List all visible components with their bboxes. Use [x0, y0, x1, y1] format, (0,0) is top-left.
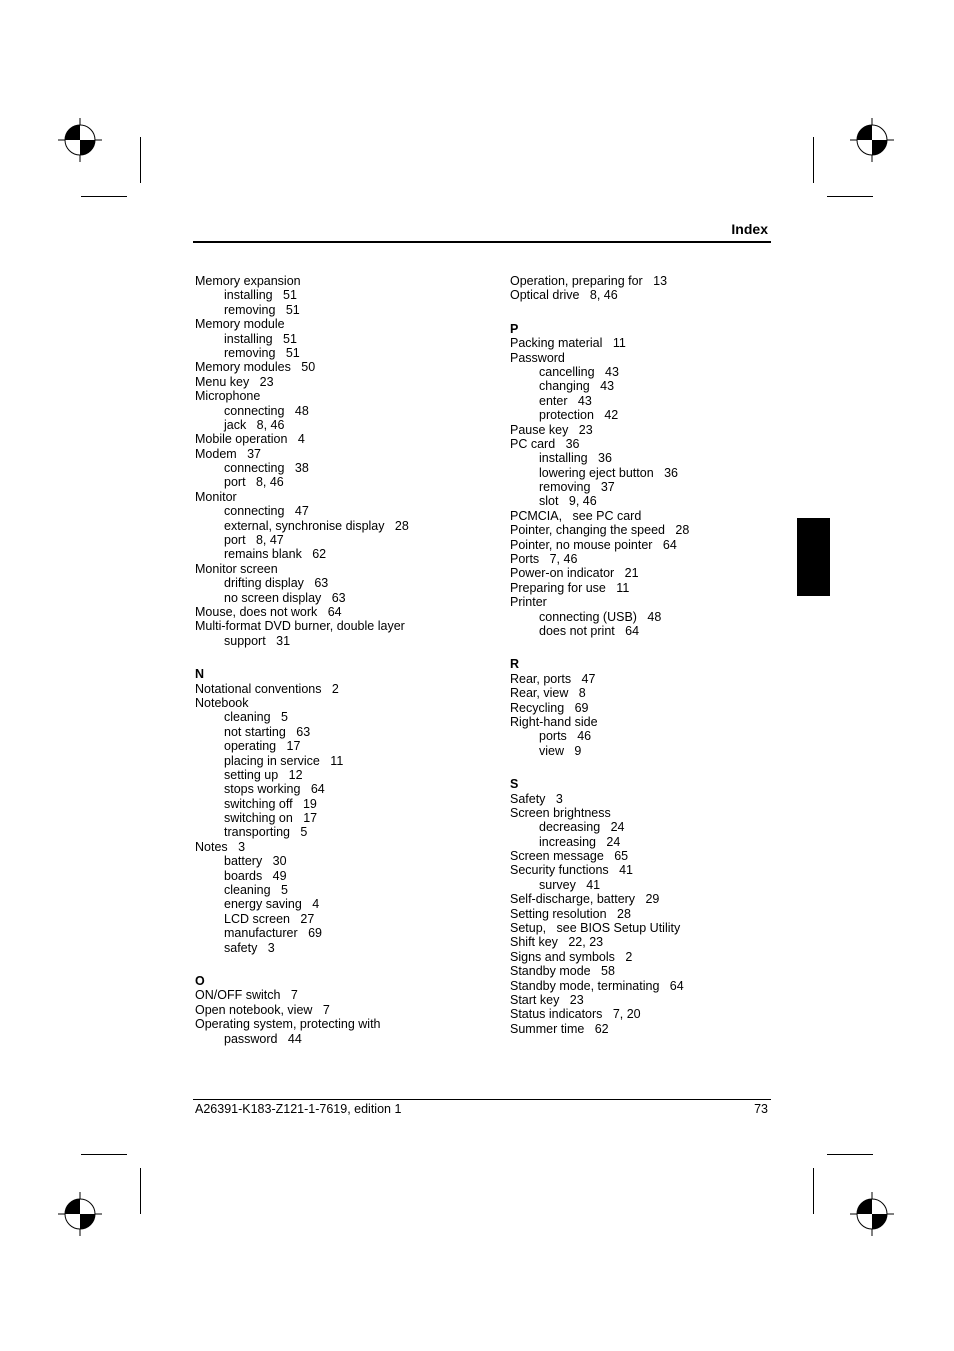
- index-subentry: does not print 64: [539, 623, 640, 638]
- index-entry: Memory module: [195, 317, 285, 332]
- index-subentry: protection 42: [539, 408, 619, 423]
- index-entry: Monitor: [195, 489, 237, 504]
- index-subentry: enter 43: [539, 393, 592, 408]
- index-entry: Pause key 23: [510, 422, 593, 437]
- index-subentry: increasing 24: [539, 834, 621, 849]
- index-subentry: changing 43: [539, 379, 615, 394]
- index-subentry: decreasing 24: [539, 820, 625, 835]
- index-entry: Notes 3: [195, 839, 246, 854]
- index-subentry: manufacturer 69: [224, 926, 322, 941]
- index-entry: Memory expansion: [195, 274, 301, 288]
- index-entry: ON/OFF switch 7: [195, 988, 298, 1003]
- index-subentry: installing 36: [539, 451, 612, 466]
- crop-mark-bottom-left-v: [140, 1168, 141, 1214]
- index-entry: Recycling 69: [510, 700, 589, 715]
- index-entry: Password: [510, 350, 565, 365]
- index-entry: Safety 3: [510, 791, 563, 806]
- index-entry: Preparing for use 11: [510, 580, 630, 595]
- index-subentry: safety 3: [224, 940, 275, 955]
- index-entry: Pointer, no mouse pointer 64: [510, 537, 677, 552]
- index-subentry: connecting 48: [224, 403, 309, 418]
- index-entry: Menu key 23: [195, 374, 274, 389]
- index-subentry: external, synchronise display 28: [224, 518, 409, 533]
- section-thumb-tab: [797, 518, 830, 596]
- index-section: [510, 274, 780, 303]
- index-entry: Modem 37: [195, 446, 262, 461]
- index-entry: Operating system, protecting with: [195, 1017, 381, 1032]
- index-column-right: [510, 274, 780, 1036]
- index-section: [510, 777, 780, 1036]
- index-entry: Monitor screen: [195, 561, 278, 576]
- index-entry: Operation, preparing for 13: [510, 274, 668, 288]
- registration-mark-bottom-right-icon: [850, 1192, 894, 1236]
- index-entry: Security functions 41: [510, 863, 633, 878]
- index-section: [195, 274, 495, 648]
- index-subentry: switching on 17: [224, 811, 318, 826]
- index-subentry: switching off 19: [224, 796, 317, 811]
- index-entry: PC card 36: [510, 436, 580, 451]
- index-entry: Rear, ports 47: [510, 671, 596, 686]
- index-entry: Right-hand side: [510, 714, 598, 729]
- index-subentry: stops working 64: [224, 782, 325, 797]
- index-subentry: connecting 38: [224, 461, 309, 476]
- index-subentry: password 44: [224, 1031, 302, 1046]
- crop-mark-top-right-v: [813, 137, 814, 183]
- index-subentry: setting up 12: [224, 767, 303, 782]
- index-entry: Notational conventions 2: [195, 681, 339, 696]
- index-subentry: placing in service 11: [224, 753, 344, 768]
- index-entry: Optical drive 8, 46: [510, 288, 618, 303]
- index-entry: Signs and symbols 2: [510, 949, 633, 964]
- index-subentry: drifting display 63: [224, 576, 329, 591]
- index-entry: Screen message 65: [510, 849, 629, 864]
- footer-rule: [193, 1099, 771, 1100]
- index-entry: Shift key 22, 23: [510, 935, 604, 950]
- index-entry: Pointer, changing the speed 28: [510, 523, 690, 538]
- index-entry: Open notebook, view 7: [195, 1002, 330, 1017]
- index-section-letter: N: [195, 667, 205, 682]
- index-subentry: installing 51: [224, 331, 297, 346]
- index-section: [195, 974, 495, 1046]
- page-header-title: Index: [731, 221, 768, 237]
- index-subentry: lowering eject button 36: [539, 465, 678, 480]
- crop-mark-bottom-right-h: [827, 1154, 873, 1155]
- index-section: [195, 667, 495, 955]
- index-subentry: energy saving 4: [224, 897, 320, 912]
- index-entry: Setting resolution 28: [510, 906, 631, 921]
- index-subentry: port 8, 46: [224, 475, 284, 490]
- header-rule: [193, 241, 771, 243]
- index-subentry: slot 9, 46: [539, 494, 597, 509]
- index-section-letter: R: [510, 657, 520, 672]
- index-entry: Power-on indicator 21: [510, 566, 639, 581]
- index-subentry: removing 37: [539, 480, 615, 495]
- index-section-letter: S: [510, 777, 519, 792]
- registration-mark-top-left-icon: [58, 118, 102, 162]
- crop-mark-bottom-left-h: [81, 1154, 127, 1155]
- index-subentry: no screen display 63: [224, 590, 346, 605]
- index-entry: Standby mode 58: [510, 964, 615, 979]
- index-subentry: removing 51: [224, 302, 300, 317]
- index-entry: Rear, view 8: [510, 686, 586, 701]
- index-section: [510, 657, 780, 758]
- index-subentry: port 8, 47: [224, 533, 284, 548]
- index-entry: Setup, see BIOS Setup Utility: [510, 921, 681, 936]
- crop-mark-top-right-h: [827, 196, 873, 197]
- footer-page-number: 73: [754, 1102, 768, 1116]
- index-subentry: cleaning 5: [224, 710, 288, 725]
- index-entry: Start key 23: [510, 992, 584, 1007]
- index-subentry: support 31: [224, 633, 291, 648]
- index-subentry: remains blank 62: [224, 547, 327, 562]
- crop-mark-bottom-right-v: [813, 1168, 814, 1214]
- index-subentry: cleaning 5: [224, 883, 288, 898]
- index-subentry: not starting 63: [224, 724, 311, 739]
- index-entry: Printer: [510, 595, 547, 610]
- index-section-letter: O: [195, 973, 205, 988]
- index-entry: Multi-format DVD burner, double layer: [195, 619, 405, 634]
- index-subentry: connecting (USB) 48: [539, 609, 662, 624]
- index-subentry: view 9: [539, 743, 582, 758]
- index-entry: Ports 7, 46: [510, 552, 578, 567]
- index-subentry: transporting 5: [224, 825, 308, 840]
- index-entry: Memory modules 50: [195, 360, 316, 375]
- index-entry: Mobile operation 4: [195, 432, 305, 447]
- index-subentry: installing 51: [224, 288, 297, 303]
- index-subentry: LCD screen 27: [224, 911, 315, 926]
- index-entry: Self-discharge, battery 29: [510, 892, 660, 907]
- crop-mark-top-left-h: [81, 196, 127, 197]
- index-subentry: ports 46: [539, 729, 592, 744]
- index-entry: Notebook: [195, 695, 249, 710]
- index-subentry: battery 30: [224, 854, 287, 869]
- index-column-left: [195, 274, 495, 1046]
- index-subentry: survey 41: [539, 877, 601, 892]
- index-entry: Microphone: [195, 389, 261, 404]
- index-entry: Standby mode, terminating 64: [510, 978, 684, 993]
- index-entry: Mouse, does not work 64: [195, 604, 342, 619]
- index-subentry: cancelling 43: [539, 364, 619, 379]
- index-subentry: connecting 47: [224, 504, 309, 519]
- index-subentry: operating 17: [224, 739, 301, 754]
- index-entry: Packing material 11: [510, 336, 626, 351]
- index-subentry: boards 49: [224, 868, 287, 883]
- crop-mark-top-left-v: [140, 137, 141, 183]
- index-section-letter: P: [510, 321, 519, 336]
- index-subentry: jack 8, 46: [224, 417, 285, 432]
- index-section: [510, 322, 780, 639]
- index-entry: PCMCIA, see PC card: [510, 508, 642, 523]
- index-entry: Status indicators 7, 20: [510, 1007, 641, 1022]
- index-entry: Summer time 62: [510, 1021, 609, 1036]
- footer-document-id: A26391-K183-Z121-1-7619, edition 1: [195, 1102, 402, 1116]
- index-entry: Screen brightness: [510, 805, 611, 820]
- registration-mark-top-right-icon: [850, 118, 894, 162]
- registration-mark-bottom-left-icon: [58, 1192, 102, 1236]
- index-subentry: removing 51: [224, 345, 300, 360]
